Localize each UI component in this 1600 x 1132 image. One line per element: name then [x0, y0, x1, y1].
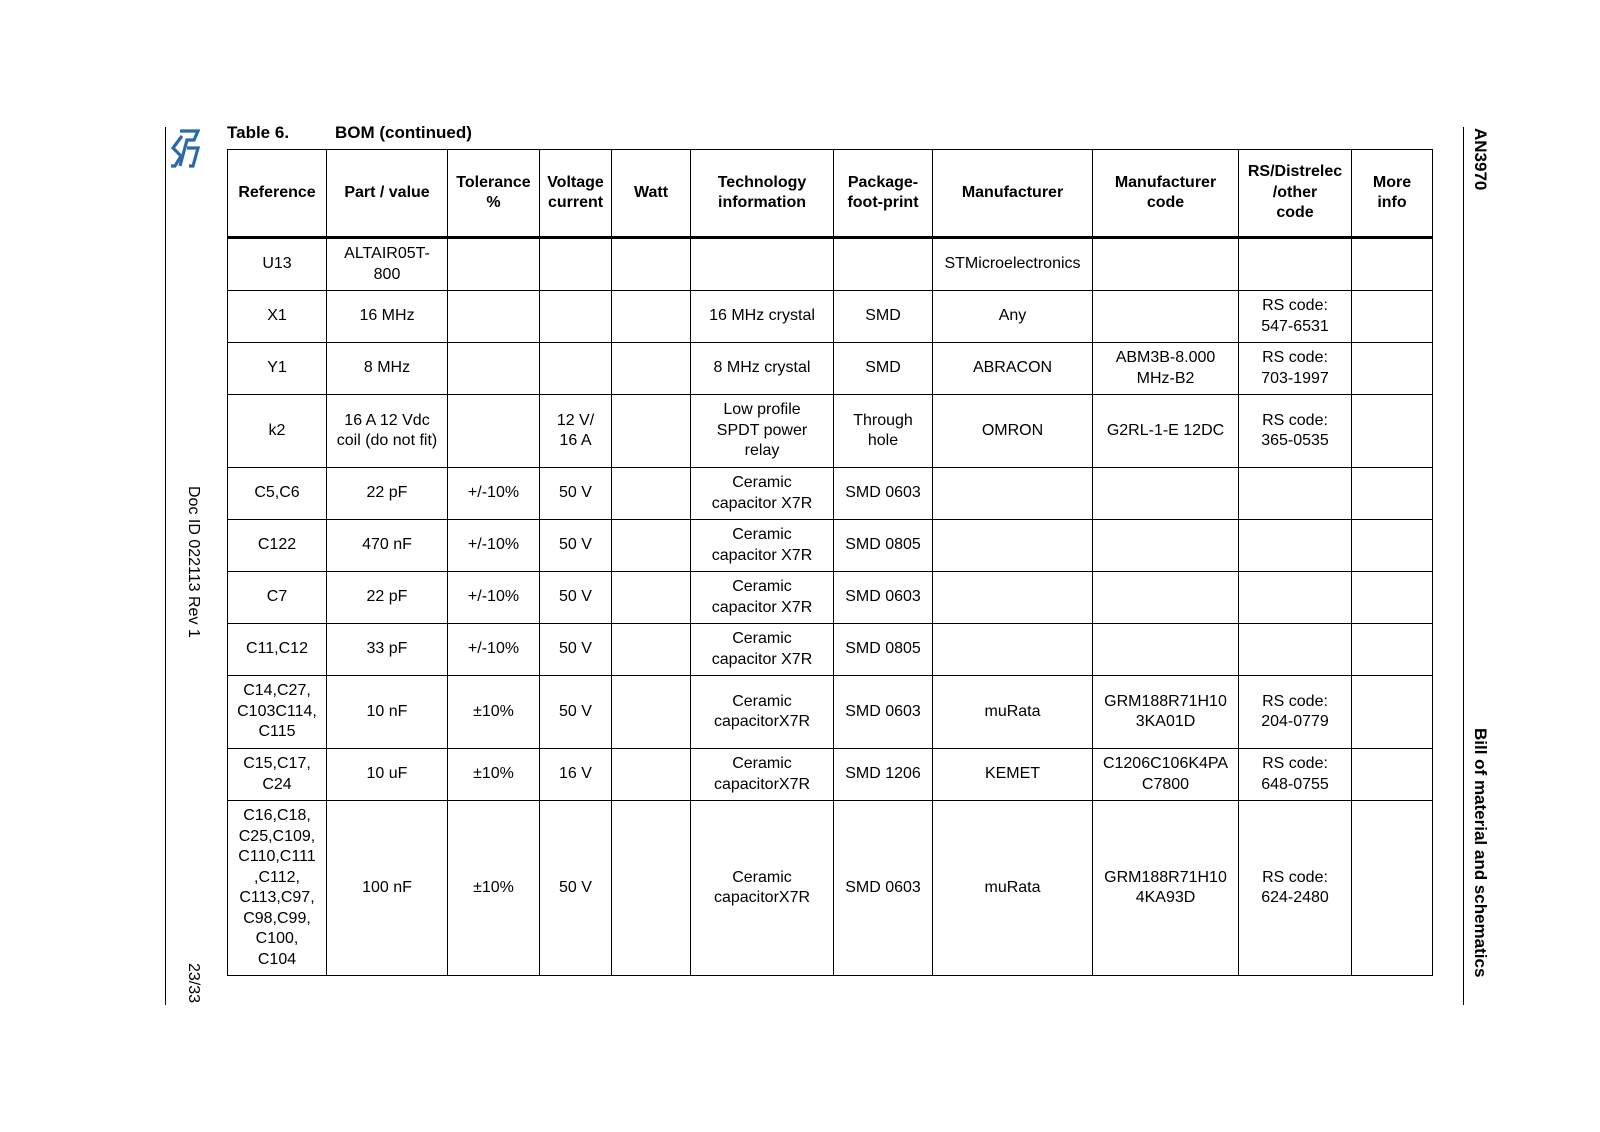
table-cell — [1239, 572, 1352, 624]
table-cell — [612, 520, 691, 572]
table-cell — [1093, 468, 1239, 520]
table-cell — [612, 291, 691, 343]
doc-id: Doc ID 022113 Rev 1 — [185, 486, 202, 638]
table-cell: 50 V — [540, 801, 612, 976]
table-cell — [933, 468, 1093, 520]
table-cell: RS code: 547-6531 — [1239, 291, 1352, 343]
table-cell — [612, 801, 691, 976]
table-row — [228, 624, 1433, 676]
table-cell: Ceramic capacitor X7R — [691, 520, 834, 572]
table-row — [228, 749, 1433, 801]
table-cell: RS code: 648-0755 — [1239, 749, 1352, 801]
col-header: Technology information — [691, 150, 834, 238]
table-cell — [1093, 291, 1239, 343]
table-cell: ABRACON — [933, 343, 1093, 395]
table-cell: 22 pF — [327, 468, 448, 520]
table-cell — [612, 395, 691, 468]
table-cell — [612, 624, 691, 676]
table-cell: ALTAIR05T- 800 — [327, 238, 448, 291]
table-cell — [1239, 238, 1352, 291]
table-cell — [540, 238, 612, 291]
table-cell: SMD 0603 — [834, 572, 933, 624]
document-code: AN3970 — [1471, 128, 1490, 191]
table-cell: RS code: 624-2480 — [1239, 801, 1352, 976]
left-margin-rule — [165, 127, 166, 1005]
table-cell — [933, 572, 1093, 624]
table-header-row — [228, 150, 1433, 238]
table-cell — [540, 291, 612, 343]
table-cell — [448, 343, 540, 395]
table-cell: C14,C27, C103C114, C115 — [228, 676, 327, 749]
table-cell: +/-10% — [448, 468, 540, 520]
table-cell — [1352, 238, 1433, 291]
table-cell — [612, 676, 691, 749]
table-cell: muRata — [933, 801, 1093, 976]
table-cell: Ceramic capacitor X7R — [691, 624, 834, 676]
table-cell — [448, 395, 540, 468]
table-cell: KEMET — [933, 749, 1093, 801]
table-cell — [1093, 238, 1239, 291]
table-cell: 8 MHz crystal — [691, 343, 834, 395]
table-cell — [612, 749, 691, 801]
table-row — [228, 291, 1433, 343]
table-cell — [612, 572, 691, 624]
table-cell: 16 MHz — [327, 291, 448, 343]
table-cell: Y1 — [228, 343, 327, 395]
table-cell — [834, 238, 933, 291]
table-cell: SMD 0603 — [834, 468, 933, 520]
table-cell: RS code: 204-0779 — [1239, 676, 1352, 749]
table-cell — [1239, 624, 1352, 676]
table-cell: ±10% — [448, 749, 540, 801]
table-cell — [1352, 291, 1433, 343]
table-cell: 16 MHz crystal — [691, 291, 834, 343]
table-cell: C122 — [228, 520, 327, 572]
table-cell: 470 nF — [327, 520, 448, 572]
st-logo-icon — [170, 128, 200, 170]
table-cell: Ceramic capacitor X7R — [691, 468, 834, 520]
table-number: Table 6. — [227, 123, 290, 142]
table-title: BOM (continued) — [335, 123, 472, 142]
table-cell: OMRON — [933, 395, 1093, 468]
table-cell: C16,C18, C25,C109, C110,C111 ,C112, C113,C97, C98,C99, C100, C104 — [228, 801, 327, 976]
col-header: RS/Distrelec /other code — [1239, 150, 1352, 238]
table-cell — [1093, 520, 1239, 572]
table-row — [228, 520, 1433, 572]
table-cell: C1206C106K4PA C7800 — [1093, 749, 1239, 801]
table-cell: Ceramic capacitor X7R — [691, 572, 834, 624]
table-cell: 50 V — [540, 676, 612, 749]
table-cell: SMD 0805 — [834, 520, 933, 572]
table-cell — [933, 520, 1093, 572]
table-cell: X1 — [228, 291, 327, 343]
col-header: Tolerance % — [448, 150, 540, 238]
table-cell: Ceramic capacitorX7R — [691, 801, 834, 976]
table-cell: ±10% — [448, 801, 540, 976]
col-header: Manufacturer — [933, 150, 1093, 238]
section-title: Bill of material and schematics — [1471, 728, 1490, 978]
col-header: Part / value — [327, 150, 448, 238]
table-cell: 16 A 12 Vdc coil (do not fit) — [327, 395, 448, 468]
table-row — [228, 468, 1433, 520]
col-header: Voltage current — [540, 150, 612, 238]
table-cell: k2 — [228, 395, 327, 468]
table-cell: 12 V/ 16 A — [540, 395, 612, 468]
table-row — [228, 238, 1433, 291]
table-cell — [612, 468, 691, 520]
table-cell: 33 pF — [327, 624, 448, 676]
table-cell: 22 pF — [327, 572, 448, 624]
table-cell: SMD 0603 — [834, 676, 933, 749]
table-cell — [612, 238, 691, 291]
table-cell: ±10% — [448, 676, 540, 749]
table-cell — [1352, 801, 1433, 976]
col-header: Reference — [228, 150, 327, 238]
table-caption — [227, 123, 472, 143]
table-row — [228, 395, 1433, 468]
col-header: Package- foot-print — [834, 150, 933, 238]
table-cell — [1352, 520, 1433, 572]
table-cell: SMD — [834, 291, 933, 343]
table-cell — [612, 343, 691, 395]
table-cell: C11,C12 — [228, 624, 327, 676]
table-cell: STMicroelectronics — [933, 238, 1093, 291]
table-cell: Any — [933, 291, 1093, 343]
table-cell: GRM188R71H10 4KA93D — [1093, 801, 1239, 976]
table-cell: Low profile SPDT power relay — [691, 395, 834, 468]
right-margin-rule — [1463, 127, 1464, 1005]
table-cell: 8 MHz — [327, 343, 448, 395]
table-cell: U13 — [228, 238, 327, 291]
table-cell — [448, 291, 540, 343]
table-cell: 50 V — [540, 624, 612, 676]
col-header: More info — [1352, 150, 1433, 238]
table-cell — [1352, 572, 1433, 624]
table-cell: Ceramic capacitorX7R — [691, 676, 834, 749]
table-cell — [1093, 624, 1239, 676]
table-cell: +/-10% — [448, 520, 540, 572]
table-cell: C5,C6 — [228, 468, 327, 520]
table-cell — [691, 238, 834, 291]
table-cell — [1352, 395, 1433, 468]
table-cell: 10 nF — [327, 676, 448, 749]
table-cell — [1352, 468, 1433, 520]
table-cell: 100 nF — [327, 801, 448, 976]
table-cell — [1352, 343, 1433, 395]
col-header: Watt — [612, 150, 691, 238]
table-cell: Through hole — [834, 395, 933, 468]
table-row — [228, 801, 1433, 976]
bom-table — [227, 149, 1433, 976]
table-cell: Ceramic capacitorX7R — [691, 749, 834, 801]
table-cell: SMD — [834, 343, 933, 395]
table-cell — [1093, 572, 1239, 624]
table-row — [228, 572, 1433, 624]
table-cell — [540, 343, 612, 395]
table-row — [228, 676, 1433, 749]
table-row — [228, 343, 1433, 395]
table-cell: 50 V — [540, 520, 612, 572]
table-cell — [1239, 520, 1352, 572]
table-cell: muRata — [933, 676, 1093, 749]
table-cell: 50 V — [540, 572, 612, 624]
bom-table-body — [228, 238, 1433, 976]
table-cell: RS code: 703-1997 — [1239, 343, 1352, 395]
table-cell: GRM188R71H10 3KA01D — [1093, 676, 1239, 749]
table-cell: SMD 0805 — [834, 624, 933, 676]
page-number: 23/33 — [185, 963, 202, 1004]
table-cell — [1239, 468, 1352, 520]
table-cell — [933, 624, 1093, 676]
col-header: Manufacturer code — [1093, 150, 1239, 238]
table-cell — [1352, 676, 1433, 749]
table-cell: 50 V — [540, 468, 612, 520]
table-cell — [1352, 624, 1433, 676]
table-cell: SMD 1206 — [834, 749, 933, 801]
table-cell: RS code: 365-0535 — [1239, 395, 1352, 468]
table-cell: 10 uF — [327, 749, 448, 801]
table-cell: 16 V — [540, 749, 612, 801]
table-cell: G2RL-1-E 12DC — [1093, 395, 1239, 468]
table-cell — [448, 238, 540, 291]
table-cell — [1352, 749, 1433, 801]
table-cell: SMD 0603 — [834, 801, 933, 976]
table-cell: C15,C17, C24 — [228, 749, 327, 801]
table-cell: C7 — [228, 572, 327, 624]
table-cell: ABM3B-8.000 MHz-B2 — [1093, 343, 1239, 395]
table-cell: +/-10% — [448, 624, 540, 676]
table-cell: +/-10% — [448, 572, 540, 624]
